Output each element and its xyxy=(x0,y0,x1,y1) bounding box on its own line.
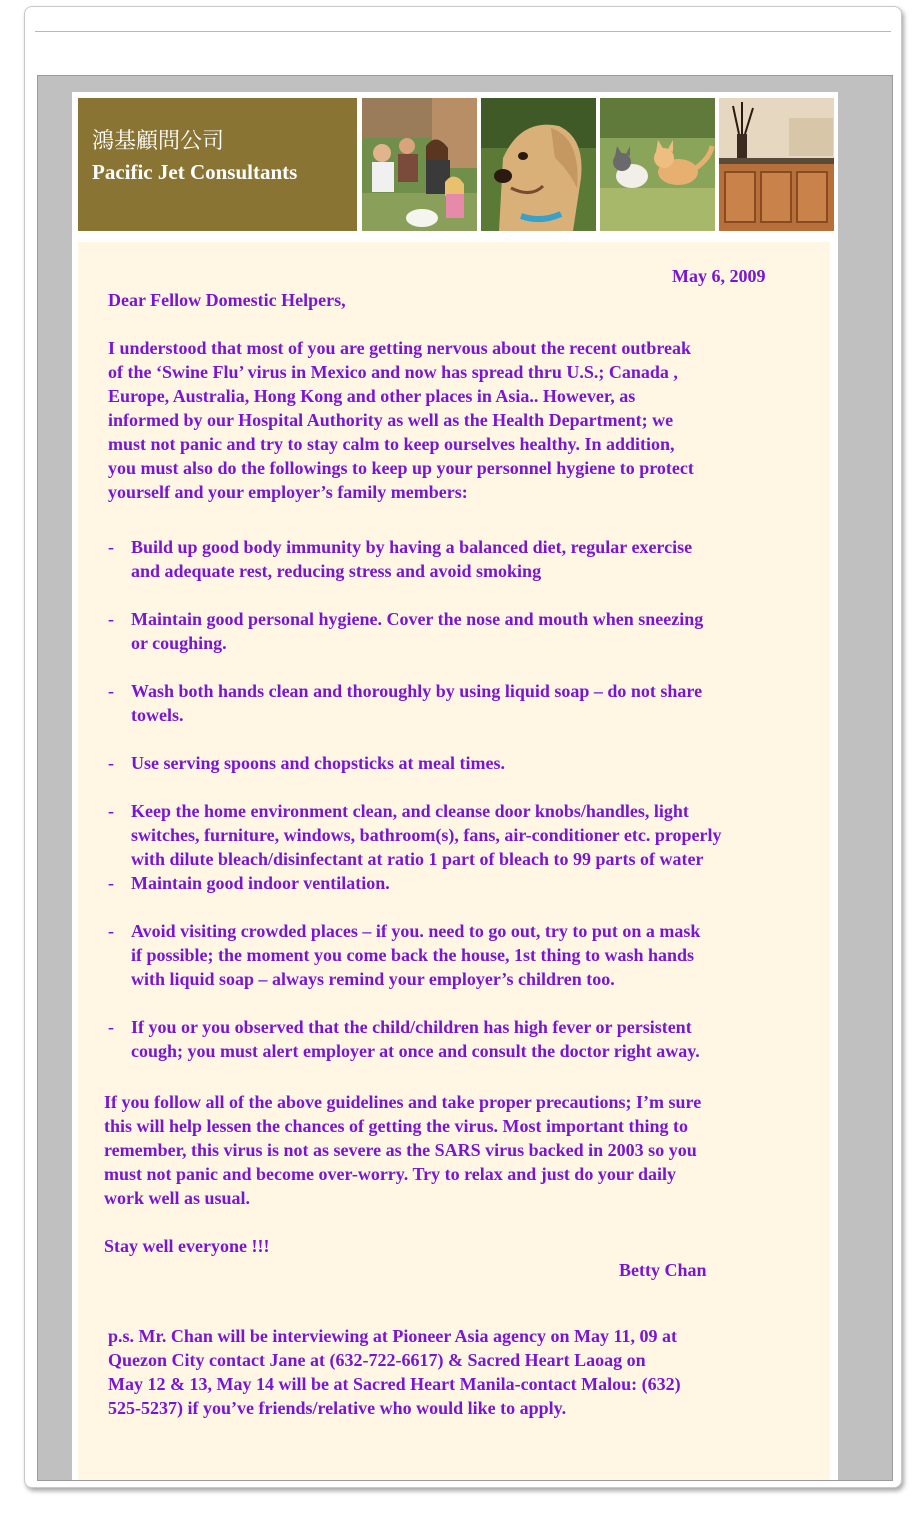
kittens-photo xyxy=(600,98,715,231)
company-name-english: Pacific Jet Consultants xyxy=(92,160,298,184)
family-photo xyxy=(362,98,477,231)
letter-salutation: Dear Fellow Domestic Helpers, xyxy=(108,290,346,310)
page-card xyxy=(24,6,902,1488)
letter-signoff: Stay well everyone !!! xyxy=(104,1236,270,1256)
kitchen-photo xyxy=(719,98,834,231)
letter-signature: Betty Chan xyxy=(619,1260,707,1280)
letter-date: May 6, 2009 xyxy=(672,266,766,286)
company-name-chinese: 鴻基顧問公司 xyxy=(92,129,225,154)
letter-postscript: p.s. Mr. Chan will be interviewing at Pioneer Asia agency on May 11, 09 at Quezon City contact Jane at (632-722-6617) & Sacred Heart Laoag on May 12 & 13, May 14 will be at Sacred Heart Manila-contact Malou: (632) 525-5237) if you’ve friends/relative who would like to apply. xyxy=(108,1326,681,1418)
newsletter-body xyxy=(72,92,838,1480)
top-divider xyxy=(35,31,891,32)
company-logo xyxy=(78,98,357,231)
letter-content: May 6, 2009 Dear Fellow Domestic Helpers, I understood that most of you are getting nervous about the recent outbreak of the ‘Swine Flu’ virus in Mexico and now has spread thru U.S.; Canada , Europe, Australia, Hong Kong and other places in Asia.. However, as informed by our Hospital Authority as well as the Health Department; we must not panic and try to stay calm to keep ourselves healthy. In addition, you must also do the followings to keep up your personnel hygiene to protect yourself and your employer’s family members: - Build up good body immunity by having a balanced diet, regular exercise and adequate rest, reducing stress and avoid smoking - Maintain good personal hygiene. Cover the nose and mouth when sneezing or coughing. - Wash both hands clean and thoroughly by using liquid soap – do not share towels. - Use serving spoons and chopsticks at meal times. - Keep the home environment clean, and cleanse door knobs/handles, light switches, furniture, windows, bathroom(s), fans, air-conditioner etc. properly with dilute bleach/disinfectant at ratio 1 part of bleach to 99 parts of water - Maintain good indoor ventilation. - Avoid visiting crowded places – if you. need to go out, try to put on a mask if possible; the moment you come back the house, 1st thing to wash hands with liquid soap – always remind your employer’s children too. - If you or you observed that the child/children has high fever or persistent cough; you must alert employer at once and consult the doctor right away. If you follow all of the above guidelines and take proper precautions; I’m sure this will help lessen the chances of getting the virus. Most important thing to remember, this virus is not as severe as the SARS virus backed in 2003 so you must not panic and become over-worry. Try to relax and just do your daily work well as usual. Stay well everyone !!! Betty Chan p.s. Mr. Chan will be interviewing at Pioneer Asia agency on May 11, 09 at Quezon City contact Jane at (632-722-6617) & Sacred Heart Laoag on May 12 & 13, May 14 will be at Sacred Heart Manila-contact Malou: (632) 525-5237) if you’ve friends/relative who would like to apply. xyxy=(78,242,830,1480)
letter-closing: If you follow all of the above guidelines and take proper precautions; I’m sure this will help lessen the chances of getting the virus. Most important thing to remember, this virus is not as severe as the SARS virus backed in 2003 so you must not panic and become over-worry. Try to relax and just do your daily work well as usual. xyxy=(104,1092,702,1208)
newsletter-frame xyxy=(37,75,893,1481)
letter-intro: I understood that most of you are getting nervous about the recent outbreak of the ‘Swine Flu’ virus in Mexico and now has spread thru U.S.; Canada , Europe, Australia, Hong Kong and other places in Asia.. However, as informed by our Hospital Authority as well as the Health Department; we must not panic and try to stay calm to keep ourselves healthy. In addition, you must also do the followings to keep up your personnel hygiene to protect yourself and your employer’s family members: xyxy=(108,338,694,502)
dog-photo xyxy=(481,98,596,231)
